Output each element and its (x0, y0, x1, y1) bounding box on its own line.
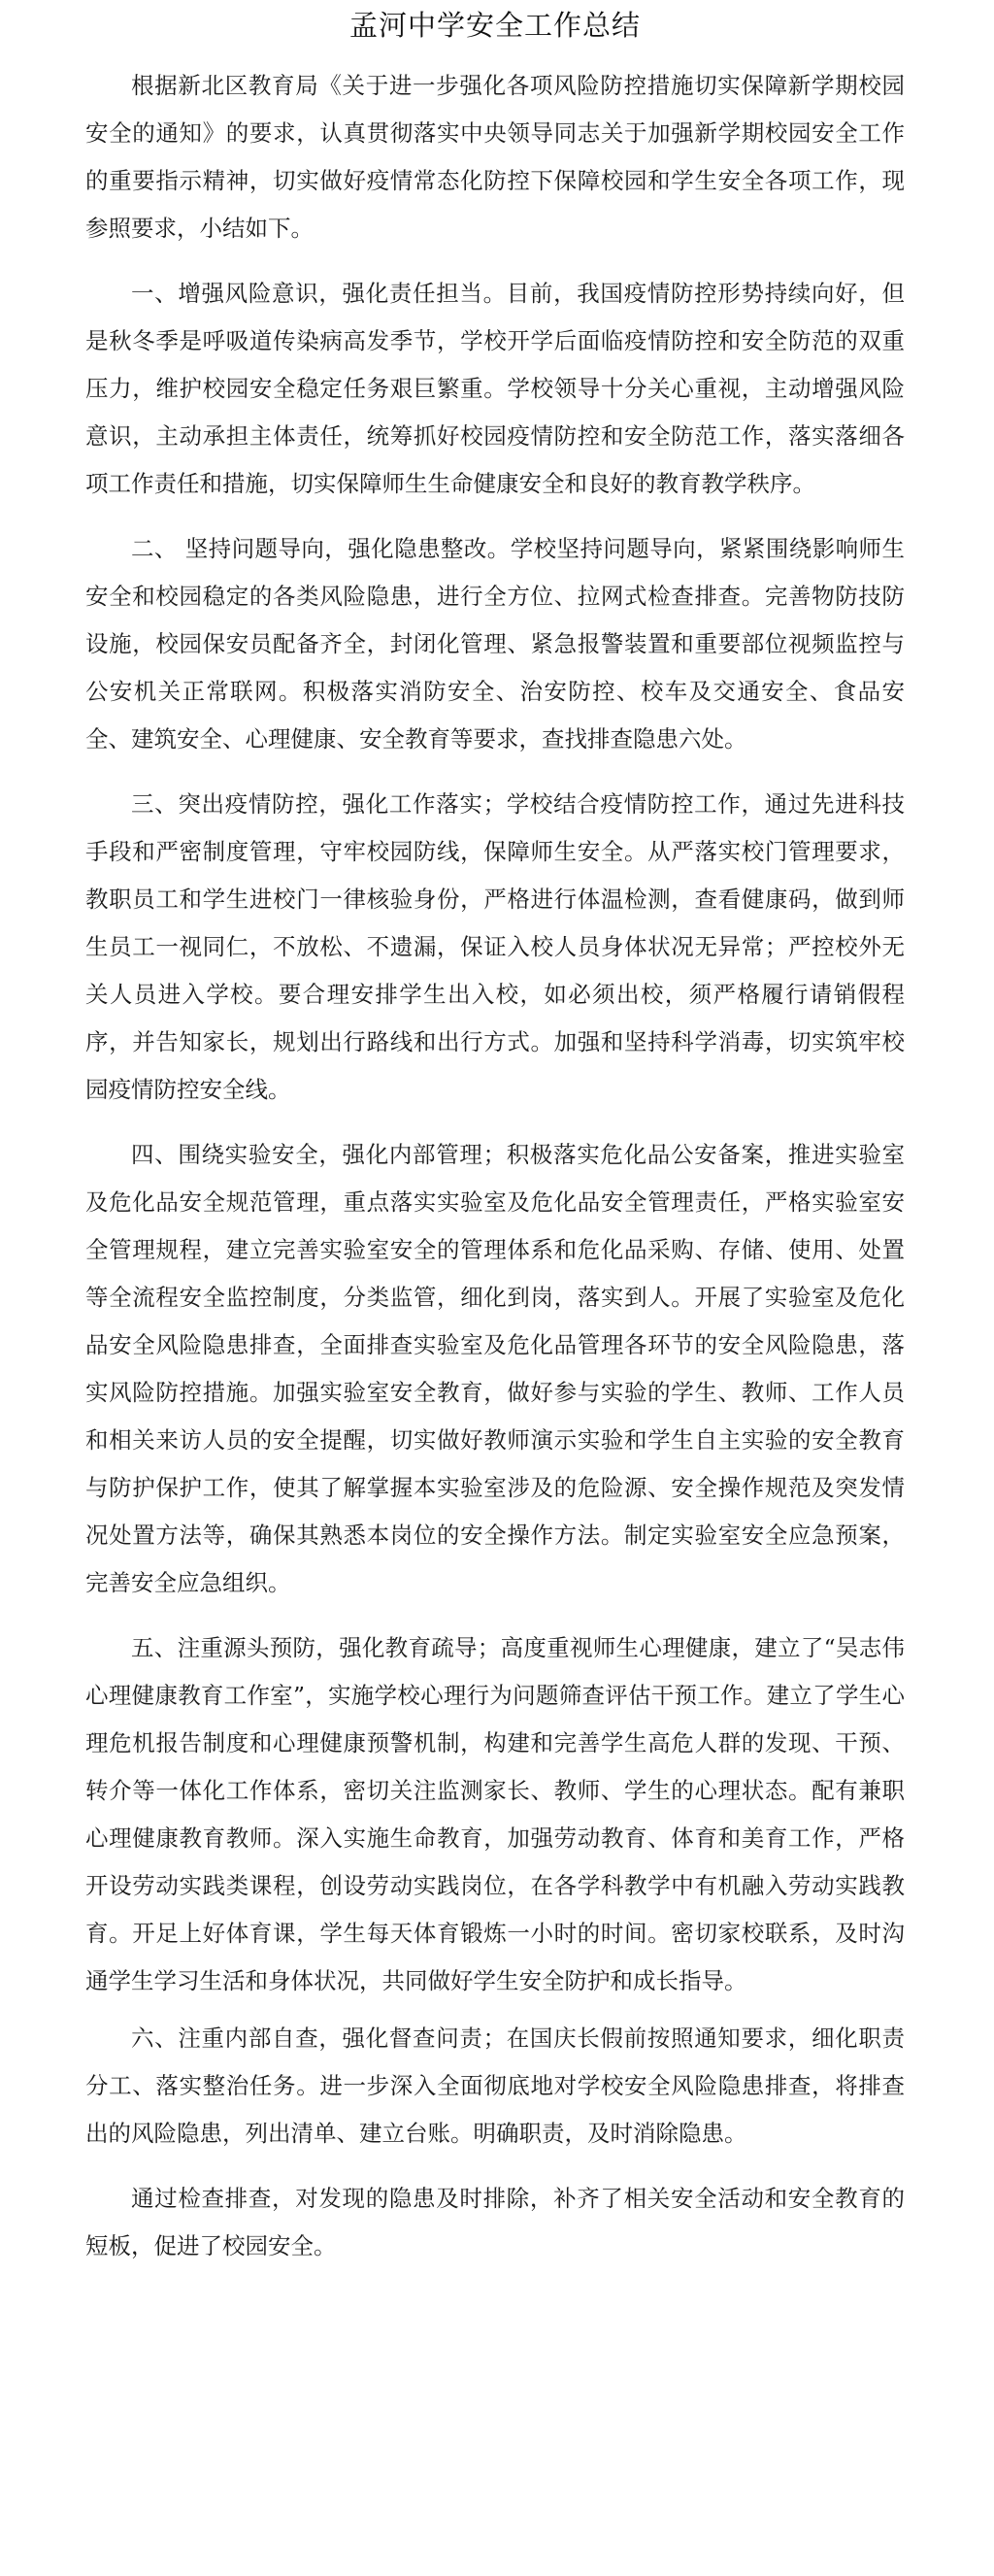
paragraph-intro: 根据新北区教育局《关于进一步强化各项风险防控措施切实保障新学期校园安全的通知》的要求，认真贯彻落实中央领导同志关于加强新学期校园安全工作的重要指示精神，切实做好疫情常态化防控下保障校园和学生安全各项工作，现参照要求，小结如下。 (85, 72, 905, 242)
paragraph-section-5-mental-health: 五、注重源头预防，强化教育疏导；高度重视师生心理健康，建立了“吴志伟心理健康教育工作室”，实施学校心理行为问题筛查评估干预工作。建立了学生心理危机报告制度和心理健康预警机制，构建和完善学生高危人群的发现、干预、转介等一体化工作体系，密切关注监测家长、教师、学生的心理状态。配有兼职心理健康教育教师。深入实施生命教育，加强劳动教育、体育和美育工作，严格开设劳动实践类课程，创设劳动实践岗位，在各学科教学中有机融入劳动实践教育。开足上好体育课，学生每天体育锻炼一小时的时间。密切家校联系，及时沟通学生学习生活和身体状况，共同做好学生安全防护和成长指导。 (85, 1634, 905, 1994)
paragraph-section-4-lab-safety: 四、围绕实验安全，强化内部管理；积极落实危化品公安备案，推进实验室及危化品安全规范管理，重点落实实验室及危化品安全管理责任，严格实验室安全管理规程，建立完善实验室安全的管理体系和危化品采购、存储、使用、处置等全流程安全监控制度，分类监管，细化到岗，落实到人。开展了实验室及危化品安全风险隐患排查，全面排查实验室及危化品管理各环节的安全风险隐患，落实风险防控措施。加强实验室安全教育，做好参与实验的学生、教师、工作人员和相关来访人员的安全提醒，切实做好教师演示实验和学生自主实验的安全教育与防护保护工作，使其了解掌握本实验室涉及的危险源、安全操作规范及突发情况处置方法等，确保其熟悉本岗位的安全操作方法。制定实验室安全应急预案，完善安全应急组织。 (85, 1141, 905, 1596)
document-title: 孟河中学安全工作总结 (348, 9, 641, 42)
paragraph-section-6-self-inspection: 六、注重内部自查，强化督查问责；在国庆长假前按照通知要求，细化职责分工、落实整治任务。进一步深入全面彻底地对学校安全风险隐患排查，将排查出的风险隐患，列出清单、建立台账。明确职责，及时消除隐患。 (85, 2024, 905, 2147)
paragraph-section-1-risk-awareness: 一、增强风险意识，强化责任担当。目前，我国疫情防控形势持续向好，但是秋冬季是呼吸道传染病高发季节，学校开学后面临疫情防控和安全防范的双重压力，维护校园安全稳定任务艰巨繁重。学校领导十分关心重视，主动增强风险意识，主动承担主体责任，统筹抓好校园疫情防控和安全防范工作，落实落细各项工作责任和措施，切实保障师生生命健康安全和良好的教育教学秩序。 (85, 280, 905, 497)
paragraph-conclusion: 通过检查排查，对发现的隐患及时排除，补齐了相关安全活动和安全教育的短板，促进了校园安全。 (85, 2185, 905, 2259)
paragraph-section-2-hazard-rectification: 二、 坚持问题导向，强化隐患整改。学校坚持问题导向，紧紧围绕影响师生安全和校园稳定的各类风险隐患，进行全方位、拉网式检查排查。完善物防技防设施，校园保安员配备齐全，封闭化管理、紧急报警装置和重要部位视频监控与公安机关正常联网。积极落实消防安全、治安防控、校车及交通安全、食品安全、建筑安全、心理健康、安全教育等要求，查找排查隐患六处。 (85, 535, 905, 753)
paragraph-section-3-epidemic-prevention: 三、突出疫情防控，强化工作落实；学校结合疫情防控工作，通过先进科技手段和严密制度管理，守牢校园防线，保障师生安全。从严落实校门管理要求，教职员工和学生进校门一律核验身份，严格进行体温检测，查看健康码，做到师生员工一视同仁，不放松、不遗漏，保证入校人员身体状况无异常；严控校外无关人员进入学校。要合理安排学生出入校，如必须出校，须严格履行请销假程序，并告知家长，规划出行路线和出行方式。加强和坚持科学消毒，切实筑牢校园疫情防控安全线。 (85, 790, 905, 1103)
